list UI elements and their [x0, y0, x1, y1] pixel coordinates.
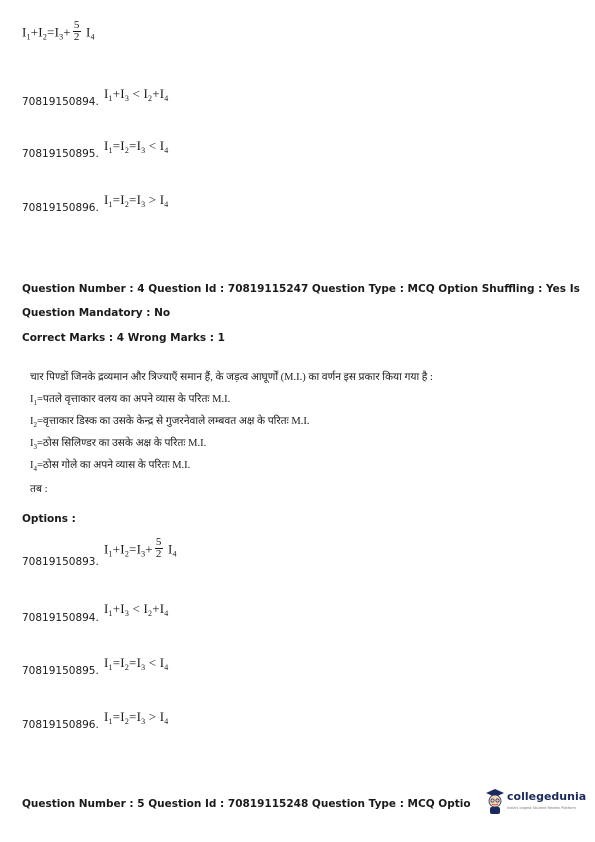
options-label: Options :: [22, 513, 76, 525]
option-id: 70819150893.: [22, 556, 99, 568]
option-id: 70819150896.: [22, 719, 99, 731]
fraction: $\frac{5}{2}$: [73, 19, 80, 43]
option-id: 70819150895.: [22, 148, 99, 160]
option-id: 70819150895.: [22, 665, 99, 677]
option-id: 70819150896.: [22, 202, 99, 214]
option-equation: $I_1=I_2=I_3 < I_4$: [104, 138, 169, 155]
brand-name: collegedunia: [507, 790, 587, 803]
option-equation: $I_1+I_3 < I_2+I_4$: [104, 601, 169, 618]
question-marks: Correct Marks : 4 Wrong Marks : 1: [22, 332, 225, 344]
option-equation: $I_1=I_2=I_3 > I_4$: [104, 709, 169, 726]
option-id: 70819150894.: [22, 96, 99, 108]
question-item-i3: $I_3=ठोस$ सिलिण्डर का उसके अक्ष के परितः M.I.: [30, 438, 207, 452]
question-header: Question Number : 5 Question Id : 70819115248 Question Type : MCQ Optio: [22, 798, 471, 810]
question-item-i2: $I_2=वृत्ताकार$ डिस्क का उसके केन्द्र से गुजरनेवाले लम्बवत अक्ष के परितः M.I.: [30, 416, 310, 430]
option-id: 70819150894.: [22, 612, 99, 624]
equation-top: $I_1+I_2=I_3+$ $\frac{5}{2}$ $I_4$: [22, 19, 95, 43]
question-text: चार पिण्डों जिनके द्रव्यमान और त्रिज्याएँ समान हैं, के जड़त्व आघूर्णों (M.I.) का वर्णन इस प्रकार किया गया है :: [30, 372, 433, 383]
brand-tagline: India's largest Student Review Platform: [507, 806, 576, 810]
question-mandatory: Question Mandatory : No: [22, 307, 171, 319]
option-equation: $I_1=I_2=I_3 < I_4$: [104, 655, 169, 672]
question-item-i4: $I_4=ठोस$ गोले का अपने व्यास के परितः M.I.: [30, 460, 191, 474]
option-equation: $I_1+I_3 < I_2+I_4$: [104, 86, 169, 103]
question-header: Question Number : 4 Question Id : 70819115247 Question Type : MCQ Option Shuffling : Yes Is: [22, 283, 580, 295]
mascot-icon: [484, 787, 506, 815]
option-equation: $I_1+I_2=I_3+$ $\frac{5}{2}$ $I_4$: [104, 536, 177, 560]
question-item-i1: $I_1=पतले$ वृत्ताकार वलय का अपने व्यास के परितः M.I.: [30, 394, 231, 408]
option-equation: $I_1=I_2=I_3 > I_4$: [104, 192, 169, 209]
watermark-logo: [484, 787, 587, 817]
question-then: तब :: [30, 484, 48, 495]
fraction: $\frac{5}{2}$: [155, 536, 162, 560]
